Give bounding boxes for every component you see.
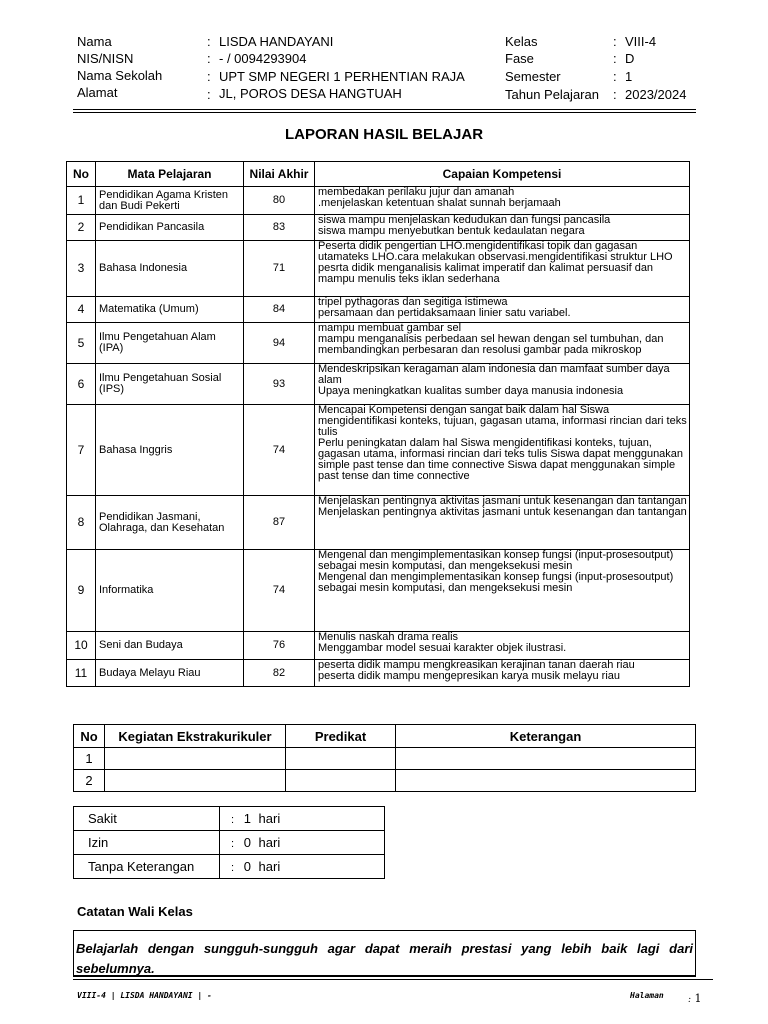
colon: : [207,34,211,49]
competency-line: Mendeskripsikan keragaman alam indonesia dan mamfaat sumber daya alam [318,363,670,386]
header-competency: Capaian Kompetensi [315,162,690,187]
header-divider [73,109,696,110]
label-nisn: NIS/NISN [77,51,134,66]
row-description [396,770,696,792]
label-address: Alamat [77,85,118,100]
row-no: 1 [74,748,105,770]
row-score: 74 [244,550,315,632]
attendance-label: Sakit [74,807,220,831]
page-number: 1 [694,992,702,1005]
row-score: 94 [244,323,315,364]
attendance-unit: hari [258,835,281,850]
grades-header-row [67,162,690,187]
attendance-label: Izin [74,831,220,855]
student-year: 2023/2024 [625,87,687,102]
row-no: 6 [67,364,96,405]
student-phase: D [625,51,635,66]
row-score: 93 [244,364,315,405]
row-score: 83 [244,215,315,241]
colon: : [231,838,235,850]
row-subject: Matematika (Umum) [96,297,244,323]
row-subject: Pendidikan Pancasila [96,215,244,241]
header-score: Nilai Akhir [244,162,315,187]
competency-line: .menjelaskan ketentuan shalat sunnah berjamaah [318,197,561,209]
row-no: 9 [67,550,96,632]
row-subject: Ilmu Pengetahuan Sosial (IPS) [96,364,244,405]
extracurricular-header-row [74,725,696,748]
attendance-count: 0 [243,859,251,874]
footer-page-number [688,992,702,1005]
table-row [67,241,690,297]
attendance-row [74,831,385,855]
student-address: JL, POROS DESA HANGTUAH [219,86,402,101]
attendance-label: Tanpa Keterangan [74,855,220,879]
competency-line: Peserta didik pengertian LHO.mengidentifikasi topik dan gagasan utamateks LHO.cara melakukan observasi.mengidentifikasi struktur LHO [318,240,673,263]
competency-line: Menjelaskan pentingnya aktivitas jasmani untuk kesenangan dan tantangan [318,495,687,507]
table-row [67,632,690,660]
competency-line: tripel pythagoras dan segitiga istimewa [318,296,508,308]
row-no: 7 [67,405,96,496]
row-score: 74 [244,405,315,496]
competency-line: membedakan perilaku jujur dan amanah [318,186,515,198]
row-competency [315,364,690,405]
table-row [67,215,690,241]
row-competency [315,550,690,632]
competency-line: pesrta didik menganalisis kalimat imperatif dan kalimat persuasif dan mampu menulis teks iklan sederhana [318,262,654,285]
table-row [67,364,690,405]
attendance-value [220,855,385,879]
row-predicate [286,770,396,792]
row-subject: Informatika [96,550,244,632]
row-no: 2 [74,770,105,792]
colon: : [613,34,617,49]
row-no: 2 [67,215,96,241]
attendance-value [220,807,385,831]
table-row [67,660,690,687]
header-no: No [67,162,96,187]
student-class: VIII-4 [625,34,657,49]
grades-table [66,161,690,687]
competency-line: persamaan dan pertidaksamaan linier satu variabel. [318,307,571,319]
competency-line: Perlu peningkatan dalam hal Siswa mengidentifikasi konteks, tujuan, gagasan utama, informasi rincian dari teks tulis Siswa dapat menggunakan simple past tense dan time connective Siswa dapat menggunakan simple past tense dan time connective [318,437,684,482]
table-row [67,297,690,323]
row-score: 76 [244,632,315,660]
attendance-table [73,806,385,879]
header-description: Keterangan [396,725,696,748]
row-no: 4 [67,297,96,323]
student-school: UPT SMP NEGERI 1 PERHENTIAN RAJA [219,69,465,84]
attendance-unit: hari [258,859,281,874]
colon: : [231,814,235,826]
row-score: 87 [244,496,315,550]
colon: : [613,87,617,102]
row-competency [315,187,690,215]
table-row [67,496,690,550]
row-competency [315,297,690,323]
row-subject: Seni dan Budaya [96,632,244,660]
attendance-count: 0 [243,835,251,850]
competency-line: Upaya meningkatkan kualitas sumber daya manusia indonesia [318,385,624,397]
row-competency [315,632,690,660]
row-subject: Ilmu Pengetahuan Alam (IPA) [96,323,244,364]
competency-line: Menggambar model sesuai karakter objek ilustrasi. [318,642,567,654]
row-subject: Pendidikan Agama Kristen dan Budi Pekerti [96,187,244,215]
label-name: Nama [77,34,112,49]
row-activity [105,770,286,792]
label-phase: Fase [505,51,534,66]
homeroom-note-label: Catatan Wali Kelas [77,904,193,919]
page-title: LAPORAN HASIL BELAJAR [284,126,484,143]
colon: : [207,69,211,84]
row-subject: Budaya Melayu Riau [96,660,244,687]
competency-line: Menulis naskah drama realis [318,631,459,643]
student-semester: 1 [625,69,633,84]
row-competency [315,496,690,550]
row-competency [315,241,690,297]
competency-line: peserta didik mampu mengepresikan karya musik melayu riau [318,670,621,682]
header-subject: Mata Pelajaran [96,162,244,187]
competency-line: siswa mampu menjelaskan kedudukan dan fungsi pancasila [318,214,611,226]
colon: : [207,51,211,66]
row-no: 5 [67,323,96,364]
footer-left: VIII-4 | LISDA HANDAYANI | - [77,991,212,1000]
row-score: 82 [244,660,315,687]
label-class: Kelas [505,34,538,49]
footer-divider [73,979,713,980]
row-no: 10 [67,632,96,660]
table-row [74,770,696,792]
row-score: 80 [244,187,315,215]
table-row [67,405,690,496]
row-score: 71 [244,241,315,297]
row-competency [315,323,690,364]
label-school: Nama Sekolah [77,68,163,83]
colon: : [613,69,617,84]
competency-line: mampu membuat gambar sel [318,322,462,334]
student-name: LISDA HANDAYANI [219,34,334,49]
competency-line: peserta didik mampu mengkreasikan kerajinan tanan daerah riau [318,659,635,671]
competency-line: Mengenal dan mengimplementasikan konsep fungsi (input-prosesoutput) sebagai mesin komputasi, dan mengeksekusi mesin [318,549,674,572]
colon: : [231,862,235,874]
row-competency [315,405,690,496]
row-subject: Bahasa Indonesia [96,241,244,297]
homeroom-note-box [73,930,696,977]
row-no: 3 [67,241,96,297]
header-predicate: Predikat [286,725,396,748]
row-subject: Bahasa Inggris [96,405,244,496]
footer-page-label: Halaman [630,991,664,1000]
attendance-value [220,831,385,855]
competency-line: mampu menganalisis perbedaan sel hewan dengan sel tumbuhan, dan membandingkan perbesaran dan resolusi gambar pada mikroskop [318,333,664,356]
competency-line: Menjelaskan pentingnya aktivitas jasmani untuk kesenangan dan tantangan [318,506,687,518]
row-activity [105,748,286,770]
row-competency [315,660,690,687]
row-description [396,748,696,770]
homeroom-note-text: Belajarlah dengan sungguh-sungguh agar dapat meraih prestasi yang lebih baik lagi dari sebelumnya. [76,941,693,976]
header-activity: Kegiatan Ekstrakurikuler [105,725,286,748]
table-row [74,748,696,770]
extracurricular-table [73,724,696,792]
row-predicate [286,748,396,770]
header-no: No [74,725,105,748]
table-row [67,187,690,215]
row-no: 1 [67,187,96,215]
table-row [67,550,690,632]
competency-line: Mengenal dan mengimplementasikan konsep fungsi (input-prosesoutput) sebagai mesin komputasi, dan mengeksekusi mesin [318,571,674,594]
row-competency [315,215,690,241]
row-subject: Pendidikan Jasmani, Olahraga, dan Kesehatan [96,496,244,550]
label-year: Tahun Pelajaran [505,87,599,102]
competency-line: siswa mampu menyebutkan bentuk kedaulatan negara [318,225,585,237]
colon: : [613,51,617,66]
row-score: 84 [244,297,315,323]
label-semester: Semester [505,69,561,84]
footer-page-separator: : [688,995,692,1005]
colon: : [207,87,211,102]
competency-line: Mencapai Kompetensi dengan sangat baik dalam hal Siswa mengidentifikasi konteks, tujuan, gagasan utama, informasi rincian dari teks tulis [318,404,687,438]
header-divider [73,112,696,113]
row-no: 8 [67,496,96,550]
attendance-unit: hari [258,811,281,826]
row-no: 11 [67,660,96,687]
student-nisn: - / 0094293904 [219,51,307,66]
attendance-row [74,807,385,831]
table-row [67,323,690,364]
attendance-row [74,855,385,879]
attendance-count: 1 [243,811,251,826]
